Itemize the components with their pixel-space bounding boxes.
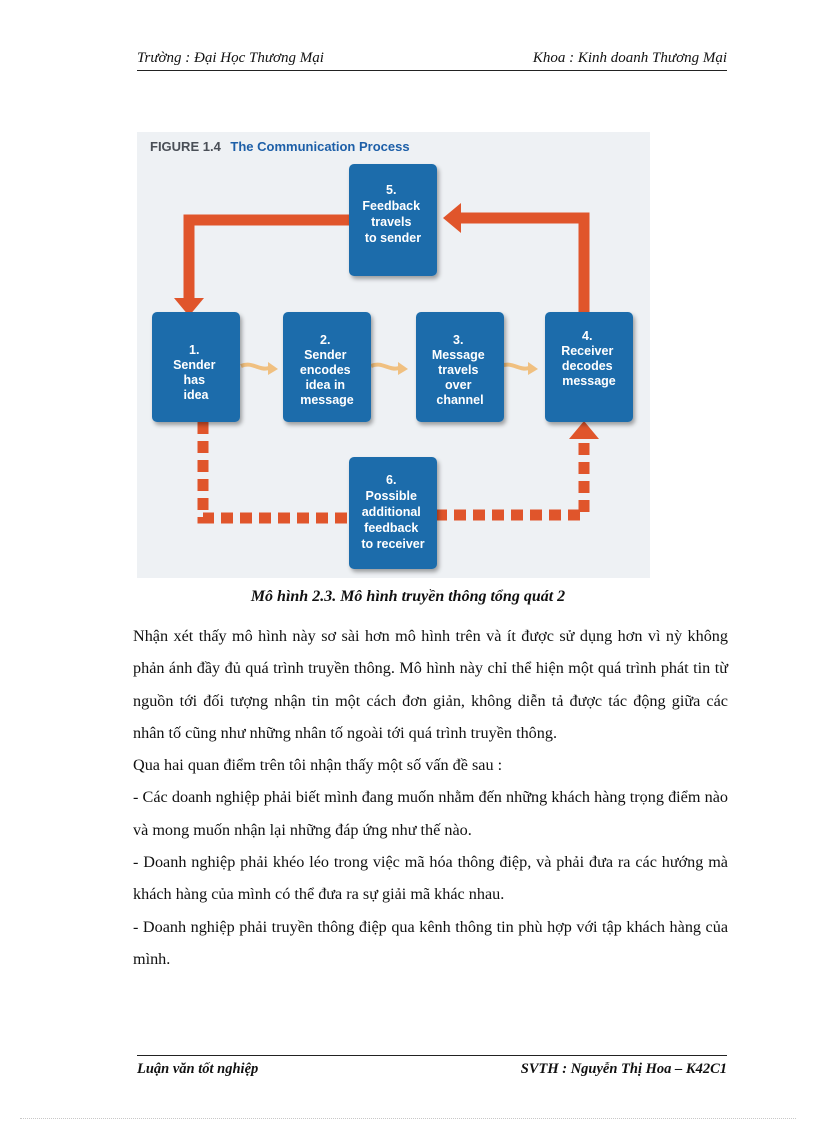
step-label-5: 5. Feedback travels to sender bbox=[362, 183, 422, 245]
arrow-head-to-feedback bbox=[443, 203, 461, 233]
small-arrow-head-2-3 bbox=[398, 362, 408, 375]
figure-title-text: The Communication Process bbox=[230, 139, 410, 154]
arrow-6-to-4 bbox=[435, 437, 584, 515]
arrow-head-to-receiver bbox=[569, 421, 599, 439]
footer-student: SVTH : Nguyễn Thị Hoa – K42C1 bbox=[520, 1061, 727, 1077]
body-text bbox=[133, 620, 728, 975]
small-arrow-3-4 bbox=[501, 365, 529, 369]
page-footer bbox=[137, 1055, 727, 1082]
footer-thesis: Luận văn tốt nghiệp bbox=[137, 1061, 259, 1077]
step-label-2: 2. Sender encodes idea in message bbox=[299, 333, 354, 407]
step-label-3: 3. Message travels over channel bbox=[431, 333, 485, 407]
step-label-1: 1. Sender has idea bbox=[173, 343, 216, 402]
arrow-1-to-6 bbox=[203, 422, 349, 518]
paragraph-intro: Qua hai quan điểm trên tôi nhận thấy một số vấn đề sau : bbox=[133, 756, 503, 775]
page-header bbox=[137, 48, 727, 71]
small-arrow-1-2 bbox=[241, 365, 269, 369]
small-arrow-2-3 bbox=[371, 365, 399, 369]
figure-title bbox=[150, 139, 410, 154]
figure-diagram bbox=[137, 132, 650, 578]
paragraph-point-1: - Các doanh nghiệp phải biết mình đang muốn nhằm đến những khách hàng trọng điểm nào và mong muốn nhận lại những đáp ứng như thế nào. bbox=[133, 788, 728, 839]
paragraph-point-3: - Doanh nghiệp phải truyền thông điệp qua kênh thông tin phù hợp với tập khách hàng của mình. bbox=[133, 917, 728, 968]
step-label-6: 6. Possible additional feedback to receiver bbox=[361, 473, 425, 551]
header-faculty: Khoa : Kinh doanh Thương Mại bbox=[532, 50, 727, 66]
figure-caption: Mô hình 2.3. Mô hình truyền thông tổng quát 2 bbox=[250, 588, 566, 605]
arrow-5-to-1 bbox=[189, 220, 349, 300]
header-school: Trường : Đại Học Thương Mại bbox=[137, 50, 324, 66]
small-arrow-head-3-4 bbox=[528, 362, 538, 375]
page-edge-divider bbox=[20, 1118, 796, 1119]
small-arrow-head-1-2 bbox=[268, 362, 278, 375]
paragraph-observation: Nhận xét thấy mô hình này sơ sài hơn mô hình trên và ít được sử dụng hơn vì nỳ không phản ánh đầy đủ quá trình truyền thông. Mô hình này chỉ thể hiện một quá trình phát tin từ nguồn tới đối tượng nhận tin một cách đơn giản, không diễn tả được tác động giữa các nhân tố cũng như những nhân tố ngoài tới quá trình truyền thông. bbox=[133, 627, 728, 742]
figure-label: FIGURE 1.4 bbox=[150, 139, 221, 154]
paragraph-point-2: - Doanh nghiệp phải khéo léo trong việc mã hóa thông điệp, và phải đưa ra các hướng mà khách hàng của mình có thể đưa ra sự giải mã khác nhau. bbox=[133, 853, 728, 904]
arrow-4-to-5 bbox=[459, 218, 584, 312]
step-label-4: 4. Receiver decodes message bbox=[561, 329, 616, 388]
communication-process-figure bbox=[137, 132, 650, 578]
